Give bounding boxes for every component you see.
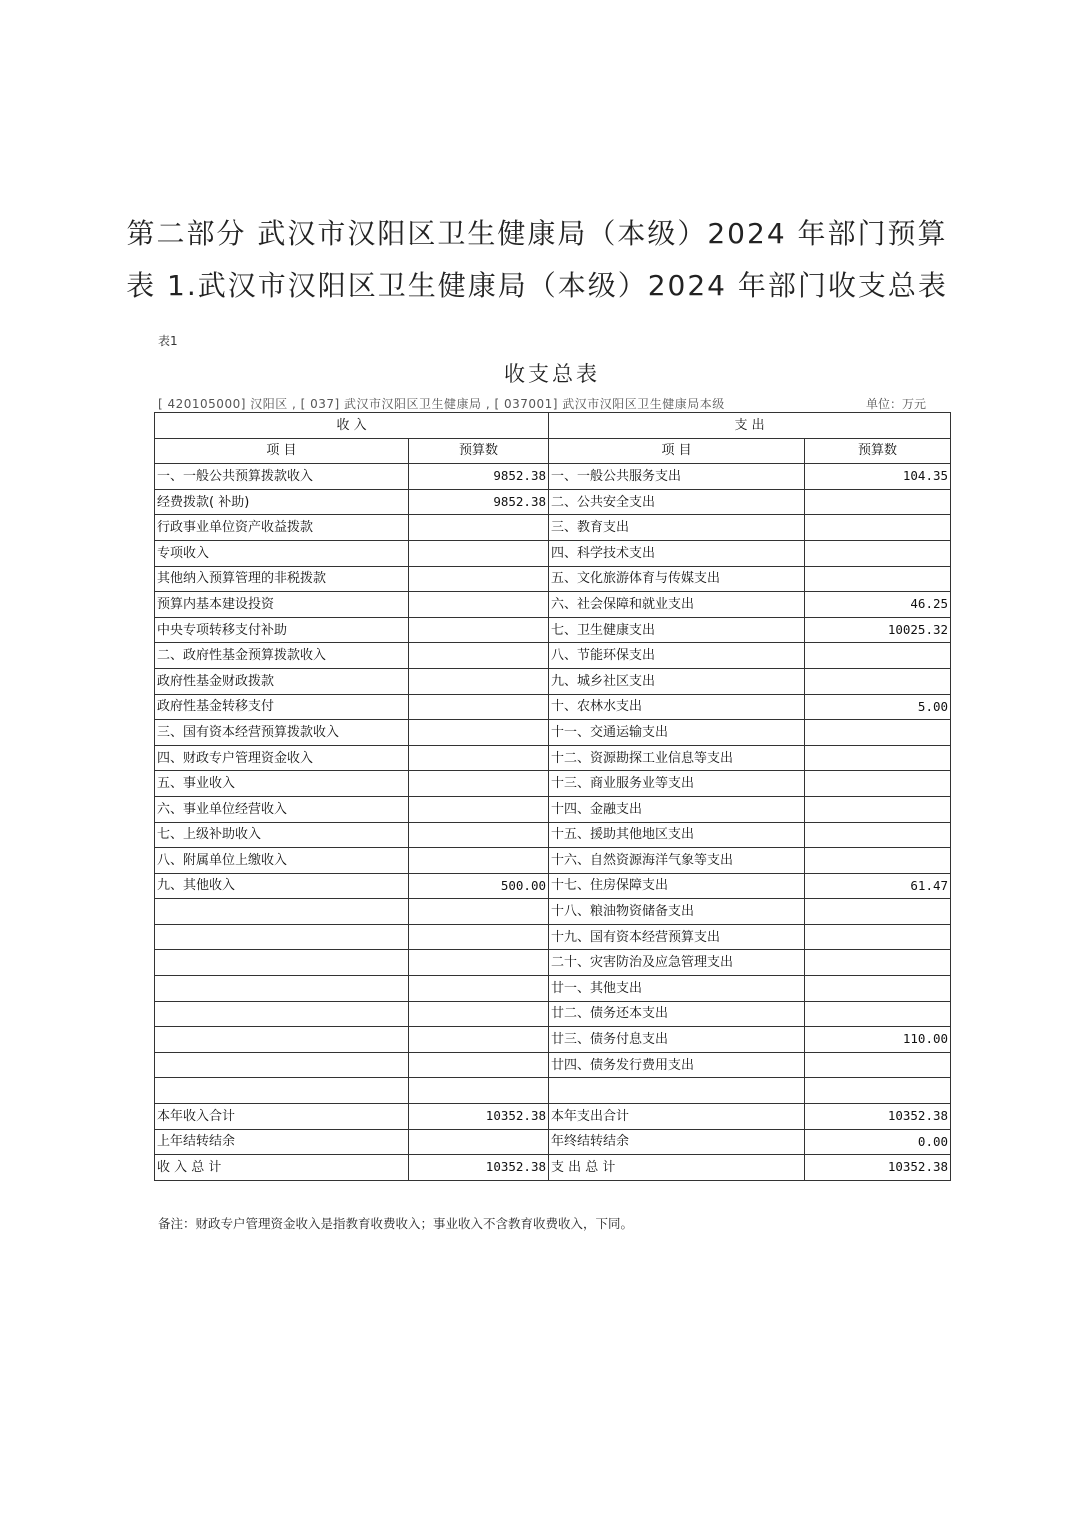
income-value-cell [409,668,549,694]
income-item-cell: 三、国有资本经营预算拨款收入 [155,720,409,746]
income-item-cell [155,1001,409,1027]
table-number: 表1 [158,334,178,348]
income-item-cell [155,950,409,976]
table-title: 收支总表 [504,362,600,386]
income-item-cell: 本年收入合计 [155,1104,409,1130]
expense-item-cell: 十二、资源勘探工业信息等支出 [549,745,805,771]
income-value-cell [409,643,549,669]
table-row [155,1104,951,1130]
income-value-cell: 500.00 [409,873,549,899]
income-item-cell [155,899,409,925]
header-row-columns [155,438,951,464]
expense-value-cell [805,489,951,515]
expense-item-cell [549,1078,805,1104]
expense-value-cell [805,771,951,797]
table-row [155,899,951,925]
expense-item-cell: 十四、金融支出 [549,796,805,822]
income-value-cell [409,566,549,592]
header-row-sections [155,413,951,439]
income-value-cell [409,1052,549,1078]
expense-item-cell: 二十、灾害防治及应急管理支出 [549,950,805,976]
expense-value-cell [805,924,951,950]
income-item-cell [155,1027,409,1053]
expense-value-cell [805,950,951,976]
expense-item-cell: 十三、商业服务业等支出 [549,771,805,797]
expense-item-header: 项 目 [549,438,805,464]
expense-item-cell: 本年支出合计 [549,1104,805,1130]
expense-item-cell: 廿二、债务还本支出 [549,1001,805,1027]
income-value-cell: 9852.38 [409,489,549,515]
income-value-cell [409,694,549,720]
table-row [155,976,951,1002]
income-value-cell [409,720,549,746]
income-item-cell: 政府性基金财政拨款 [155,668,409,694]
income-item-cell: 中央专项转移支付补助 [155,617,409,643]
table-row [155,643,951,669]
expense-budget-header: 预算数 [805,438,951,464]
income-budget-header: 预算数 [409,438,549,464]
expense-item-cell: 十六、自然资源海洋气象等支出 [549,848,805,874]
expense-item-cell: 支 出 总 计 [549,1155,805,1181]
table-row [155,1155,951,1181]
income-value-cell [409,1027,549,1053]
income-value-cell: 9852.38 [409,464,549,490]
expense-value-cell: 61.47 [805,873,951,899]
income-value-cell [409,1129,549,1155]
income-item-header: 项 目 [155,438,409,464]
table-row [155,489,951,515]
expense-value-cell [805,515,951,541]
income-value-cell [409,1078,549,1104]
expense-item-cell: 廿三、债务付息支出 [549,1027,805,1053]
expense-item-cell: 廿一、其他支出 [549,976,805,1002]
expense-value-cell: 10025.32 [805,617,951,643]
expense-item-cell: 十七、住房保障支出 [549,873,805,899]
expense-item-cell: 十、农林水支出 [549,694,805,720]
expense-value-cell [805,1078,951,1104]
income-item-cell [155,924,409,950]
income-item-cell: 行政事业单位资产收益拨款 [155,515,409,541]
expense-value-cell: 110.00 [805,1027,951,1053]
income-item-cell: 一、一般公共预算拨款收入 [155,464,409,490]
income-item-cell: 上年结转结余 [155,1129,409,1155]
expense-value-cell [805,848,951,874]
table-row [155,720,951,746]
expense-item-cell: 年终结转结余 [549,1129,805,1155]
income-value-cell [409,1001,549,1027]
budget-summary-table [154,412,951,1181]
expense-item-cell: 十八、粮油物资储备支出 [549,899,805,925]
expense-section-header: 支 出 [549,413,951,439]
table-row [155,694,951,720]
expense-item-cell: 十一、交通运输支出 [549,720,805,746]
income-item-cell: 五、事业收入 [155,771,409,797]
income-value-cell [409,848,549,874]
table-row [155,771,951,797]
income-item-cell: 八、附属单位上缴收入 [155,848,409,874]
expense-item-cell: 八、节能环保支出 [549,643,805,669]
table-row [155,924,951,950]
income-item-cell: 其他纳入预算管理的非税拨款 [155,566,409,592]
expense-item-cell: 二、公共安全支出 [549,489,805,515]
expense-value-cell [805,1052,951,1078]
income-value-cell [409,796,549,822]
table-row [155,617,951,643]
income-value-cell [409,745,549,771]
income-item-cell: 收 入 总 计 [155,1155,409,1181]
table-row [155,668,951,694]
expense-value-cell [805,796,951,822]
table-row [155,515,951,541]
table-row [155,848,951,874]
income-value-cell [409,617,549,643]
income-item-cell: 九、其他收入 [155,873,409,899]
income-value-cell [409,950,549,976]
table-row [155,950,951,976]
expense-item-cell: 十九、国有资本经营预算支出 [549,924,805,950]
expense-item-cell: 三、教育支出 [549,515,805,541]
income-item-cell: 经费拨款( 补助) [155,489,409,515]
income-item-cell: 预算内基本建设投资 [155,592,409,618]
income-value-cell [409,771,549,797]
expense-value-cell [805,822,951,848]
table-row [155,745,951,771]
heading-line-2: 表 1.武汉市汉阳区卫生健康局（本级）2024 年部门收支总表 [126,269,948,302]
income-value-cell [409,924,549,950]
expense-value-cell [805,976,951,1002]
table-row [155,796,951,822]
table-row [155,1001,951,1027]
table-row [155,592,951,618]
unit-codes: [ 420105000] 汉阳区 , [ 037] 武汉市汉阳区卫生健康局 , [ 037001] 武汉市汉阳区卫生健康局本级 [158,397,725,411]
income-value-cell [409,976,549,1002]
expense-value-cell [805,668,951,694]
expense-value-cell: 10352.38 [805,1155,951,1181]
income-value-cell [409,899,549,925]
table-row [155,1129,951,1155]
table-row [155,1078,951,1104]
table-row [155,1052,951,1078]
expense-value-cell: 10352.38 [805,1104,951,1130]
expense-value-cell [805,643,951,669]
expense-item-cell: 四、科学技术支出 [549,540,805,566]
income-item-cell: 七、上级补助收入 [155,822,409,848]
income-value-cell [409,592,549,618]
expense-item-cell: 六、社会保障和就业支出 [549,592,805,618]
table-row [155,822,951,848]
expense-value-cell: 104.35 [805,464,951,490]
income-value-cell [409,822,549,848]
expense-value-cell [805,540,951,566]
income-item-cell: 政府性基金转移支付 [155,694,409,720]
table-row [155,873,951,899]
income-item-cell: 二、政府性基金预算拨款收入 [155,643,409,669]
income-section-header: 收 入 [155,413,549,439]
currency-unit: 单位：万元 [866,397,927,411]
expense-item-cell: 七、卫生健康支出 [549,617,805,643]
income-value-cell [409,515,549,541]
income-item-cell: 四、财政专户管理资金收入 [155,745,409,771]
income-item-cell: 六、事业单位经营收入 [155,796,409,822]
heading-line-1: 第二部分 武汉市汉阳区卫生健康局（本级）2024 年部门预算 [126,217,948,250]
income-item-cell: 专项收入 [155,540,409,566]
income-value-cell: 10352.38 [409,1104,549,1130]
table-row [155,1027,951,1053]
expense-value-cell [805,899,951,925]
expense-value-cell [805,566,951,592]
expense-item-cell: 十五、援助其他地区支出 [549,822,805,848]
expense-value-cell [805,1001,951,1027]
expense-item-cell: 一、一般公共服务支出 [549,464,805,490]
table-row [155,540,951,566]
table-row [155,566,951,592]
income-item-cell [155,976,409,1002]
expense-item-cell: 五、文化旅游体育与传媒支出 [549,566,805,592]
expense-value-cell [805,745,951,771]
expense-value-cell: 5.00 [805,694,951,720]
expense-value-cell: 46.25 [805,592,951,618]
expense-value-cell [805,720,951,746]
income-value-cell: 10352.38 [409,1155,549,1181]
expense-value-cell: 0.00 [805,1129,951,1155]
income-value-cell [409,540,549,566]
footnote: 备注：财政专户管理资金收入是指教育收费收入；事业收入不含教育收费收入，下同。 [158,1216,634,1231]
expense-item-cell: 九、城乡社区支出 [549,668,805,694]
income-item-cell [155,1052,409,1078]
income-item-cell [155,1078,409,1104]
table-row [155,464,951,490]
expense-item-cell: 廿四、债务发行费用支出 [549,1052,805,1078]
